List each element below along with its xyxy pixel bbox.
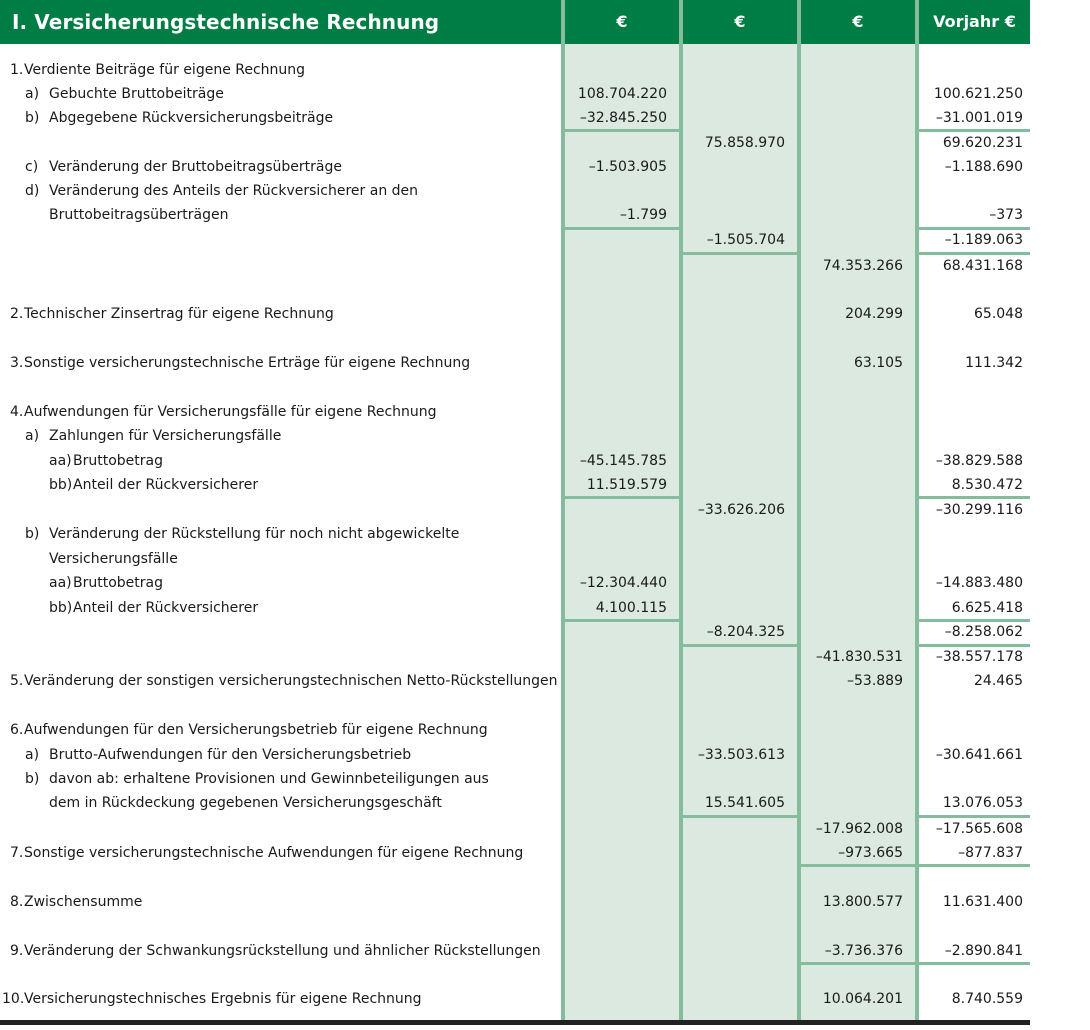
row-label: Gebuchte Bruttobeiträge (49, 86, 224, 102)
row-number: b) (25, 771, 40, 787)
table-row (0, 203, 1030, 227)
table-row (0, 571, 1030, 595)
amount-c3: –3.736.376 (824, 943, 903, 959)
prior-year-value: –1.189.063 (944, 232, 1023, 248)
prior-year-value: –1.188.690 (944, 159, 1023, 175)
prior-year-value: –373 (989, 207, 1023, 223)
table-row (0, 791, 1030, 815)
row-label: Technischer Zinsertrag für eigene Rechnung (24, 306, 334, 322)
amount-c1: 4.100.115 (595, 600, 667, 616)
table-row (0, 155, 1030, 179)
prior-year-value: –877.837 (958, 845, 1023, 861)
table-row (0, 987, 1030, 1011)
column-header-prior-year: Vorjahr € (933, 12, 1016, 31)
amount-c1: –32.845.250 (579, 110, 667, 126)
row-label: Anteil der Rückversicherer (73, 477, 259, 493)
prior-year-value: 8.530.472 (951, 477, 1023, 493)
amount-c1: –45.145.785 (579, 453, 667, 469)
prior-year-value: 8.740.559 (951, 991, 1023, 1007)
row-number: b) (25, 526, 40, 542)
amount-c2: 15.541.605 (704, 795, 785, 811)
row-label: Zwischensumme (24, 894, 143, 910)
table-row (0, 890, 1030, 914)
table-row (0, 645, 1030, 669)
table-row (0, 817, 1030, 841)
amount-c1: –12.304.440 (579, 575, 667, 591)
row-label: dem in Rückdeckung gegebenen Versicherungsgeschäft (49, 795, 442, 811)
row-number: 9. (10, 943, 24, 959)
prior-year-value: –14.883.480 (935, 575, 1023, 591)
table-row (0, 179, 1030, 203)
row-label: Veränderung der sonstigen versicherungstechnischen Netto-Rückstellungen (24, 673, 558, 689)
row-number: 8. (10, 894, 24, 910)
row-label: Verdiente Beiträge für eigene Rechnung (24, 62, 306, 78)
table-row (0, 424, 1030, 448)
table-row (0, 547, 1030, 571)
row-number: aa) (49, 575, 72, 591)
row-number: 4. (10, 404, 24, 420)
table-row (0, 939, 1030, 963)
row-number: a) (25, 86, 40, 102)
row-number: bb) (49, 477, 73, 493)
row-label: Aufwendungen für Versicherungsfälle für eigene Rechnung (24, 404, 437, 420)
table-row (0, 449, 1030, 473)
column-header-3: € (852, 12, 864, 31)
amount-c3: –973.665 (838, 845, 903, 861)
amount-c1: 11.519.579 (586, 477, 667, 493)
row-number: a) (25, 428, 40, 444)
row-label: Versicherungsfälle (49, 551, 178, 567)
column-header-1: € (616, 12, 628, 31)
row-number: aa) (49, 453, 72, 469)
prior-year-value: –31.001.019 (935, 110, 1023, 126)
amount-c2: –1.505.704 (706, 232, 785, 248)
amount-c2: –8.204.325 (706, 624, 785, 640)
amount-c3: –17.962.008 (815, 821, 903, 837)
table-row (0, 669, 1030, 693)
prior-year-value: 24.465 (974, 673, 1023, 689)
amount-c3: 204.299 (845, 306, 903, 322)
table-row (0, 620, 1030, 644)
row-number: c) (25, 159, 39, 175)
row-number: 6. (10, 722, 24, 738)
row-number: 10. (2, 991, 25, 1007)
table-row (0, 767, 1030, 791)
row-number: b) (25, 110, 40, 126)
row-label: Zahlungen für Versicherungsfälle (49, 428, 282, 444)
table-row (0, 302, 1030, 326)
amount-c3: 13.800.577 (822, 894, 903, 910)
table-row (0, 106, 1030, 130)
prior-year-value: –17.565.608 (935, 821, 1023, 837)
prior-year-value: 69.620.231 (942, 135, 1023, 151)
table-row (0, 841, 1030, 865)
table-header (0, 0, 1030, 44)
table-row (0, 400, 1030, 424)
row-number: 2. (10, 306, 24, 322)
prior-year-value: 13.076.053 (942, 795, 1023, 811)
row-label: Sonstige versicherungstechnische Erträge für eigene Rechnung (24, 355, 471, 371)
prior-year-value: –8.258.062 (944, 624, 1023, 640)
amount-c3: –53.889 (847, 673, 903, 689)
row-label: Veränderung der Schwankungsrückstellung und ähnlicher Rückstellungen (24, 943, 541, 959)
amount-c2: –33.626.206 (697, 502, 785, 518)
row-number: bb) (49, 600, 73, 616)
prior-year-value: –38.557.178 (935, 649, 1023, 665)
section-title: I. Versicherungstechnische Rechnung (12, 10, 440, 34)
amount-c3: –41.830.531 (815, 649, 903, 665)
prior-year-value: 65.048 (974, 306, 1023, 322)
table-row (0, 82, 1030, 106)
amount-c1: –1.799 (619, 207, 667, 223)
table-row (0, 596, 1030, 620)
row-label: Bruttobeitragsüberträgen (49, 207, 229, 223)
prior-year-value: 68.431.168 (942, 258, 1023, 274)
row-number: d) (25, 183, 40, 199)
table-row (0, 254, 1030, 278)
amount-c3: 63.105 (854, 355, 903, 371)
amount-c1: 108.704.220 (577, 86, 667, 102)
amount-c3: 10.064.201 (822, 991, 903, 1007)
prior-year-value: –30.299.116 (935, 502, 1023, 518)
prior-year-value: 6.625.418 (951, 600, 1023, 616)
row-number: 5. (10, 673, 24, 689)
row-label: Brutto-Aufwendungen für den Versicherungsbetrieb (49, 747, 412, 763)
row-label: davon ab: erhaltene Provisionen und Gewinnbeteiligungen aus (49, 771, 489, 787)
amount-c2: –33.503.613 (697, 747, 785, 763)
bottom-rule (0, 1020, 1030, 1025)
table-row (0, 498, 1030, 522)
prior-year-value: –38.829.588 (935, 453, 1023, 469)
row-label: Veränderung der Rückstellung für noch nicht abgewickelte (49, 526, 460, 542)
row-label: Veränderung der Bruttobeitragsüberträge (49, 159, 342, 175)
row-number: 7. (10, 845, 24, 861)
row-label: Sonstige versicherungstechnische Aufwendungen für eigene Rechnung (24, 845, 524, 861)
row-label: Aufwendungen für den Versicherungsbetrieb für eigene Rechnung (24, 722, 488, 738)
table-row (0, 58, 1030, 82)
table-row (0, 522, 1030, 546)
row-label: Versicherungstechnisches Ergebnis für eigene Rechnung (24, 991, 422, 1007)
table-row (0, 131, 1030, 155)
amount-c2: 75.858.970 (704, 135, 785, 151)
table-row (0, 228, 1030, 252)
row-label: Abgegebene Rückversicherungsbeiträge (49, 110, 334, 126)
row-number: 1. (10, 62, 24, 78)
row-label: Anteil der Rückversicherer (73, 600, 259, 616)
amount-c3: 74.353.266 (822, 258, 903, 274)
row-number: 3. (10, 355, 24, 371)
amount-c1: –1.503.905 (588, 159, 667, 175)
row-label: Veränderung des Anteils der Rückversicherer an den (49, 183, 419, 199)
table-row (0, 718, 1030, 742)
prior-year-value: –2.890.841 (944, 943, 1023, 959)
prior-year-value: –30.641.661 (935, 747, 1023, 763)
table-row (0, 473, 1030, 497)
prior-year-value: 111.342 (965, 355, 1023, 371)
table-row (0, 351, 1030, 375)
row-label: Bruttobetrag (73, 453, 163, 469)
prior-year-value: 100.621.250 (933, 86, 1023, 102)
prior-year-value: 11.631.400 (942, 894, 1023, 910)
column-header-2: € (734, 12, 746, 31)
row-label: Bruttobetrag (73, 575, 163, 591)
row-number: a) (25, 747, 40, 763)
table-row (0, 743, 1030, 767)
